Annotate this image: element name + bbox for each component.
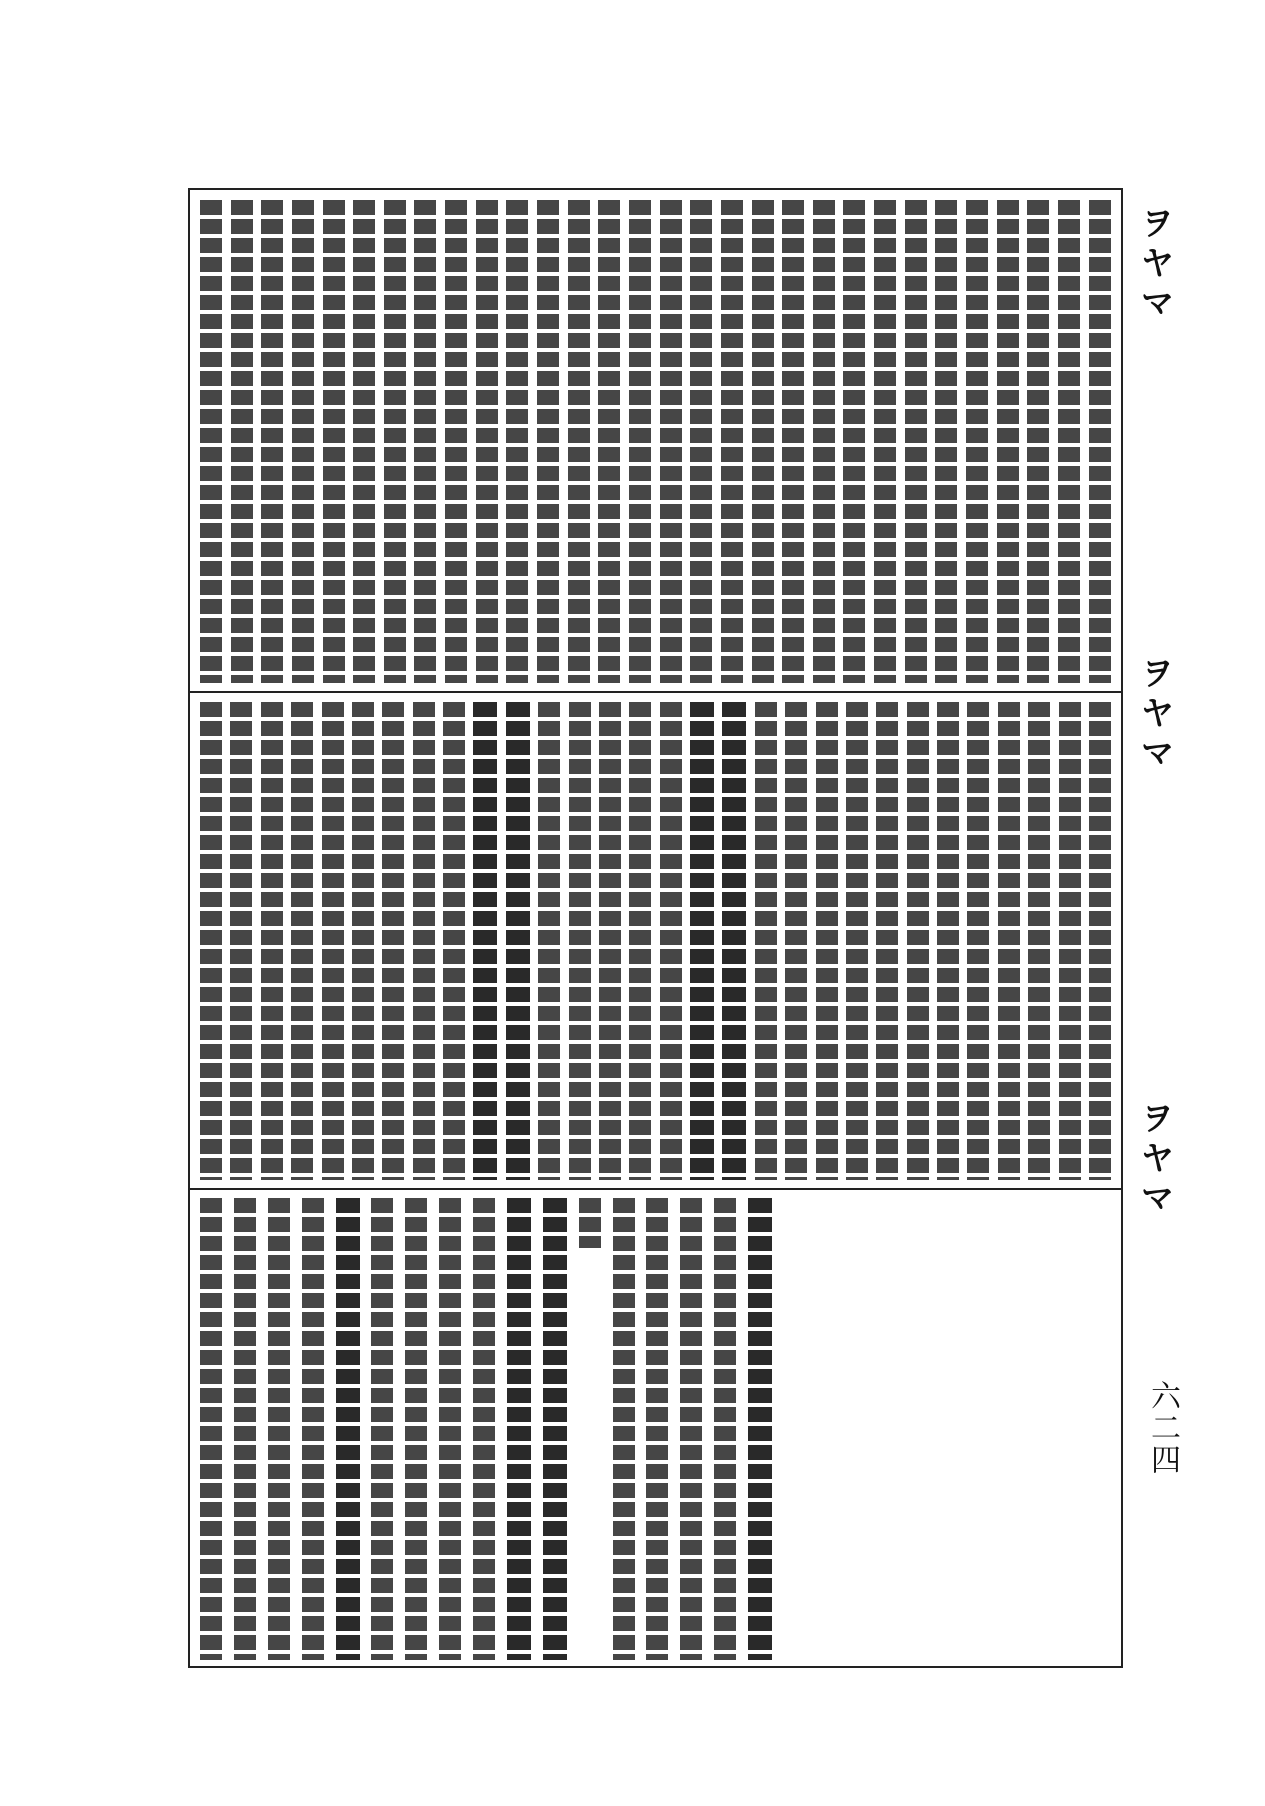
text-column	[261, 702, 283, 1180]
page-number: 六二四	[1145, 1380, 1180, 1476]
text-column	[598, 200, 620, 683]
text-column	[292, 200, 314, 683]
text-column	[352, 702, 374, 1180]
text-column	[1028, 702, 1050, 1180]
text-column	[905, 200, 927, 683]
text-column	[646, 1198, 668, 1660]
text-column	[967, 702, 989, 1180]
text-column	[755, 702, 777, 1180]
text-column	[813, 200, 835, 683]
text-column	[443, 702, 465, 1180]
text-column	[752, 200, 774, 683]
text-column	[1058, 200, 1080, 683]
text-column	[200, 1198, 222, 1660]
text-column	[997, 200, 1019, 683]
text-column	[629, 200, 651, 683]
text-column	[782, 200, 804, 683]
text-column	[473, 1198, 495, 1660]
running-header-bottom: ヲヤマ	[1134, 1100, 1174, 1220]
bottom-section-body	[198, 1198, 1113, 1660]
text-column	[445, 200, 467, 683]
middle-section-body	[198, 702, 1113, 1180]
text-column	[690, 200, 712, 683]
text-column	[413, 702, 435, 1180]
text-column	[268, 1198, 290, 1660]
text-column	[748, 1198, 772, 1660]
text-column	[660, 200, 682, 683]
text-column	[874, 200, 896, 683]
text-column	[231, 200, 253, 683]
text-column	[1027, 200, 1049, 683]
text-column	[473, 702, 497, 1180]
text-column	[660, 702, 682, 1180]
text-column	[476, 200, 498, 683]
top-section-columns	[198, 200, 1113, 683]
text-column	[384, 200, 406, 683]
text-column	[998, 702, 1020, 1180]
text-column	[506, 702, 530, 1180]
text-column	[414, 200, 436, 683]
text-column	[568, 200, 590, 683]
text-column	[371, 1198, 393, 1660]
text-column	[1059, 702, 1081, 1180]
text-column	[690, 702, 714, 1180]
text-column	[937, 702, 959, 1180]
text-column	[714, 1198, 736, 1660]
text-column	[613, 1198, 635, 1660]
text-column	[599, 702, 621, 1180]
section-divider-1	[190, 691, 1121, 693]
text-column	[876, 702, 898, 1180]
text-column	[382, 702, 404, 1180]
text-column	[230, 702, 252, 1180]
text-column	[721, 200, 743, 683]
text-column	[336, 1198, 360, 1660]
text-column	[846, 702, 868, 1180]
text-column	[629, 702, 651, 1180]
bottom-section-columns	[198, 1198, 1113, 1660]
text-column	[261, 200, 283, 683]
text-column	[966, 200, 988, 683]
text-column	[506, 200, 528, 683]
text-column	[680, 1198, 702, 1660]
middle-section-columns	[198, 702, 1113, 1180]
text-frame	[188, 188, 1123, 1668]
text-column	[537, 200, 559, 683]
text-column	[785, 702, 807, 1180]
text-column	[200, 702, 222, 1180]
text-column	[353, 200, 375, 683]
text-column	[1089, 200, 1111, 683]
text-column	[439, 1198, 461, 1660]
text-column	[234, 1198, 256, 1660]
text-column	[907, 702, 929, 1180]
text-column	[323, 200, 345, 683]
text-column	[816, 702, 838, 1180]
text-column	[569, 702, 591, 1180]
text-column	[302, 1198, 324, 1660]
text-column	[538, 702, 560, 1180]
text-column	[1089, 702, 1111, 1180]
text-column	[322, 702, 344, 1180]
text-column	[935, 200, 957, 683]
text-column	[200, 200, 222, 683]
section-divider-2	[190, 1188, 1121, 1190]
text-column	[843, 200, 865, 683]
text-column	[543, 1198, 567, 1660]
running-header-top: ヲヤマ	[1134, 205, 1174, 325]
top-section-body	[198, 200, 1113, 683]
text-column	[507, 1198, 531, 1660]
running-header-middle: ヲヤマ	[1134, 655, 1174, 775]
text-column	[579, 1198, 601, 1248]
text-column	[291, 702, 313, 1180]
text-column	[405, 1198, 427, 1660]
text-column	[722, 702, 746, 1180]
